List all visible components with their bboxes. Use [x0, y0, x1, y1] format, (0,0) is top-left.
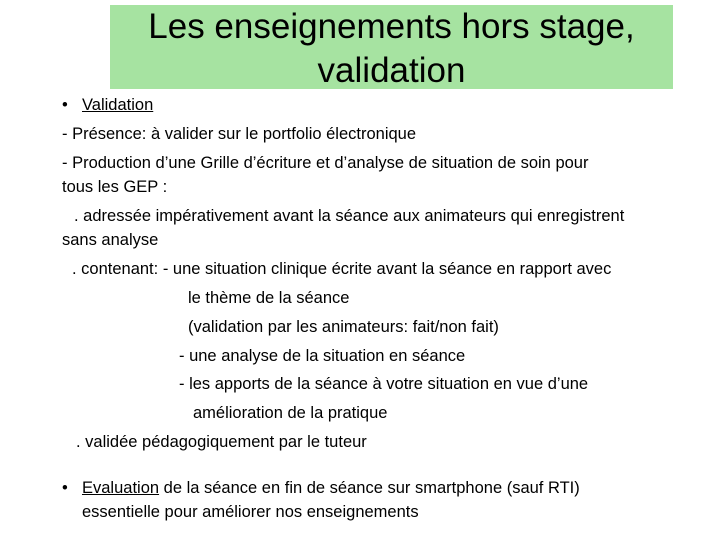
validation-heading: Validation — [82, 96, 154, 114]
validation-line-apports: - les apports de la séance à votre situation en vue d’une — [179, 375, 589, 393]
evaluation-heading: Evaluation — [82, 479, 160, 497]
validation-heading-line — [62, 95, 153, 115]
title-line-1: Les enseignements hors stage, — [148, 7, 635, 46]
validation-line-sans-analyse: sans analyse — [62, 231, 159, 249]
evaluation-text: de la séance en fin de séance sur smartphone (sauf RTI) — [159, 479, 580, 497]
validation-line-amelioration: amélioration de la pratique — [193, 404, 388, 422]
validation-line-presence: - Présence: à valider sur le portfolio électronique — [62, 125, 417, 143]
slide-title — [110, 5, 673, 93]
bullet-icon: • — [62, 479, 68, 497]
validation-line-tuteur: . validée pédagogiquement par le tuteur — [76, 433, 367, 451]
validation-line-production: - Production d’une Grille d’écriture et d’analyse de situation de soin pour — [62, 154, 589, 172]
validation-line-gep: tous les GEP : — [62, 178, 168, 196]
validation-line-analyse: - une analyse de la situation en séance — [179, 347, 466, 365]
evaluation-line — [62, 478, 580, 498]
evaluation-line-2: essentielle pour améliorer nos enseignements — [82, 503, 419, 521]
validation-line-theme: le thème de la séance — [188, 289, 350, 307]
bullet-icon: • — [62, 96, 68, 114]
title-line-2: validation — [317, 51, 466, 90]
validation-line-adressee: . adressée impérativement avant la séance aux animateurs qui enregistrent — [74, 207, 625, 225]
validation-line-fait: (validation par les animateurs: fait/non fait) — [188, 318, 499, 336]
validation-line-contenant: . contenant: - une situation clinique écrite avant la séance en rapport avec — [72, 260, 612, 278]
